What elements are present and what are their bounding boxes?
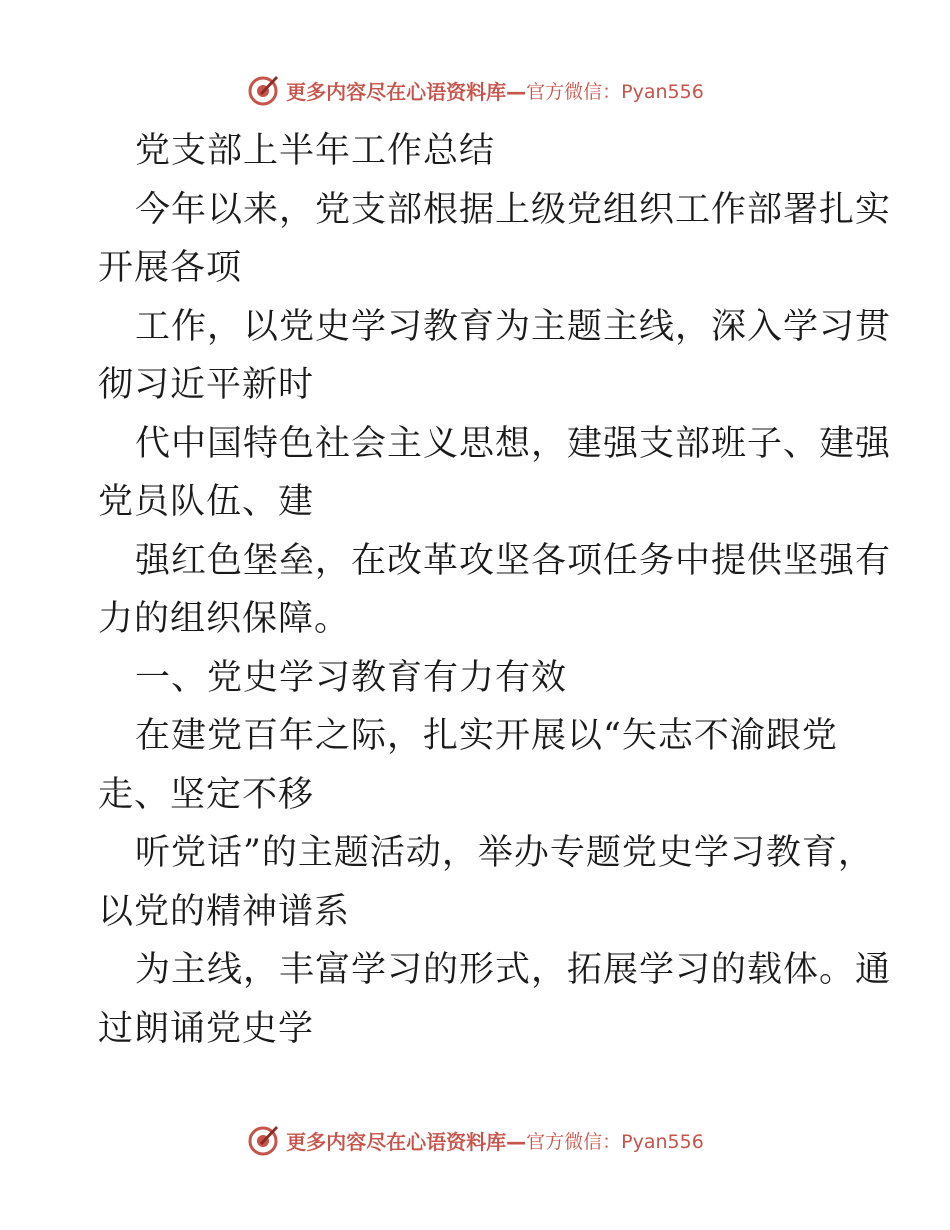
paragraph-line: 党员队伍、建	[98, 482, 315, 522]
footer-banner	[0, 1120, 950, 1160]
paragraph-line: 以党的精神谱系	[98, 891, 351, 932]
paragraph-line: 强红色堡垒，在改革攻坚各项任务中提供坚强有	[135, 540, 892, 581]
quill-pen-circle-icon	[246, 1123, 280, 1157]
paragraph-line: 彻习近平新时	[98, 365, 315, 405]
header-wechat-text: 官方微信：Pyan556	[526, 80, 704, 103]
header-banner-text: 更多内容尽在心语资料库—	[286, 79, 527, 104]
footer-wechat-text: 官方微信：Pyan556	[526, 1130, 704, 1153]
paragraph-line: 为主线，丰富学习的形式，拓展学习的载体。通	[135, 950, 892, 990]
header-banner	[0, 70, 950, 110]
paragraph-line: 代中国特色社会主义思想，建强支部班子、建强	[135, 423, 892, 464]
paragraph-line: 开展各项	[98, 248, 243, 288]
paragraph-line: 听党话”的主题活动，举办专题党史学习教育，	[135, 833, 874, 873]
paragraph-line: 走、坚定不移	[98, 774, 315, 815]
section-heading: 一、党史学习教育有力有效	[135, 657, 568, 698]
document-body	[98, 122, 892, 1058]
paragraph-line: 在建党百年之际，扎实开展以“矢志不渝跟党	[135, 716, 838, 756]
document-title: 党支部上半年工作总结	[135, 131, 496, 171]
paragraph-line: 今年以来，党支部根据上级党组织工作部署扎实	[135, 189, 892, 230]
paragraph-line: 过朗诵党史学	[98, 1008, 315, 1049]
footer-banner-text: 更多内容尽在心语资料库—	[286, 1129, 527, 1154]
quill-pen-circle-icon	[246, 73, 280, 107]
paragraph-line: 工作，以党史学习教育为主题主线，深入学习贯	[135, 306, 892, 347]
paragraph-line: 力的组织保障。	[98, 599, 351, 639]
